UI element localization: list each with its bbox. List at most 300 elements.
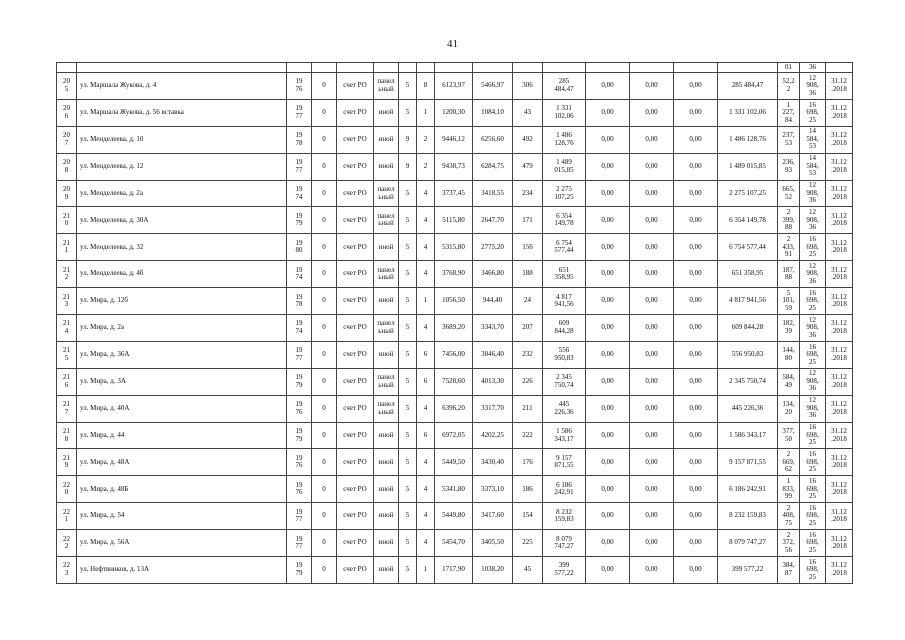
value-cell: 0,00 — [674, 288, 718, 315]
table-row — [57, 180, 853, 207]
table-row — [57, 476, 853, 503]
value-cell: 0,00 — [674, 261, 718, 288]
deadline-cell: 31.12 .2018 — [826, 153, 853, 180]
cost-total-cell: 6 754 577,44 — [543, 234, 586, 261]
address-cell: ул. Мира, д. 36А — [77, 341, 287, 368]
address-cell: ул. Мира, д. 48Б — [77, 476, 287, 503]
entrances-cell: 6 — [417, 368, 435, 395]
header-cell — [513, 63, 543, 73]
floors-cell: 5 — [399, 288, 417, 315]
total-area-cell: 1717,90 — [435, 557, 473, 584]
cost-cell: 2 345 750,74 — [718, 368, 778, 395]
unit-cost-cell: 187, 88 — [778, 261, 800, 288]
table-row — [57, 99, 853, 126]
address-cell: ул. Менделеева, д. 12 — [77, 153, 287, 180]
wall-material-cell: иной — [374, 288, 399, 315]
value-cell: 0,00 — [674, 99, 718, 126]
value-cell: 0 — [312, 234, 337, 261]
value-cell: 0 — [312, 153, 337, 180]
deadline-cell: 31.12 .2018 — [826, 557, 853, 584]
fund-cell: счет РО — [337, 180, 374, 207]
floors-cell: 5 — [399, 557, 417, 584]
address-cell: ул. Мира, д. 12б — [77, 288, 287, 315]
year-cell: 19 80 — [287, 234, 312, 261]
deadline-cell: 31.12 .2018 — [826, 234, 853, 261]
header-cell — [337, 63, 374, 73]
deadline-cell: 31.12 .2018 — [826, 395, 853, 422]
living-area-cell: 3418,55 — [473, 180, 513, 207]
residents-cell: 171 — [513, 207, 543, 234]
fund-cell: счет РО — [337, 449, 374, 476]
address-cell: ул. Менделеева, д. 30А — [77, 207, 287, 234]
residents-cell: 492 — [513, 126, 543, 153]
total-area-cell: 7456,00 — [435, 341, 473, 368]
residents-cell: 225 — [513, 530, 543, 557]
deadline-cell: 31.12 .2018 — [826, 126, 853, 153]
header-cell — [77, 63, 287, 73]
living-area-cell: 3417,60 — [473, 503, 513, 530]
residents-cell: 232 — [513, 341, 543, 368]
value-cell: 0 — [312, 503, 337, 530]
living-area-cell: 4013,30 — [473, 368, 513, 395]
floors-cell: 5 — [399, 99, 417, 126]
value-cell: 0,00 — [674, 422, 718, 449]
total-area-cell: 1200,30 — [435, 99, 473, 126]
cost-cell: 1 331 102,06 — [718, 99, 778, 126]
unit-cost-cell: 1 227, 84 — [778, 99, 800, 126]
total-area-cell: 9446,12 — [435, 126, 473, 153]
header-cell: 01 — [778, 63, 800, 73]
unit-cost-cell: 2 372, 56 — [778, 530, 800, 557]
total-area-cell: 1056,50 — [435, 288, 473, 315]
unit-cost-cell: 237, 53 — [778, 126, 800, 153]
value-cell: 0 — [312, 368, 337, 395]
value-cell: 0,00 — [674, 126, 718, 153]
value-cell: 0,00 — [586, 261, 630, 288]
wall-material-cell: иной — [374, 503, 399, 530]
year-cell: 19 74 — [287, 315, 312, 342]
unit-cost-cell: 377, 50 — [778, 422, 800, 449]
year-cell: 19 78 — [287, 288, 312, 315]
row-number-cell: 22 1 — [57, 503, 77, 530]
cost-cell: 651 358,95 — [718, 261, 778, 288]
value-cell: 0,00 — [586, 99, 630, 126]
residents-cell: 176 — [513, 449, 543, 476]
value-cell: 0 — [312, 341, 337, 368]
header-cell — [374, 63, 399, 73]
year-cell: 19 79 — [287, 207, 312, 234]
entrances-cell: 6 — [417, 422, 435, 449]
living-area-cell: 2647,70 — [473, 207, 513, 234]
wall-material-cell: иной — [374, 557, 399, 584]
value-cell: 0,00 — [586, 449, 630, 476]
value-cell: 0,00 — [674, 395, 718, 422]
fund-cell: счет РО — [337, 476, 374, 503]
residents-cell: 24 — [513, 288, 543, 315]
page-number: 41 — [447, 38, 458, 50]
unit-cost-cell: 665, 52 — [778, 180, 800, 207]
wall-material-cell: панел ьный — [374, 368, 399, 395]
entrances-cell: 4 — [417, 261, 435, 288]
floors-cell: 5 — [399, 449, 417, 476]
value-cell: 0,00 — [674, 530, 718, 557]
deadline-cell: 31.12 .2018 — [826, 476, 853, 503]
wall-material-cell: иной — [374, 234, 399, 261]
header-cell — [586, 63, 630, 73]
value-cell: 0 — [312, 449, 337, 476]
row-number-cell: 20 7 — [57, 126, 77, 153]
deadline-cell: 31.12 .2018 — [826, 341, 853, 368]
value-cell: 0 — [312, 180, 337, 207]
fund-cell: счет РО — [337, 341, 374, 368]
value-cell: 0,00 — [674, 207, 718, 234]
fund-cell: счет РО — [337, 315, 374, 342]
address-cell: ул. Маршала Жукова, д. 56 вставка — [77, 99, 287, 126]
unit-cost-cell: 182, 39 — [778, 315, 800, 342]
year-cell: 19 79 — [287, 422, 312, 449]
year-cell: 19 74 — [287, 261, 312, 288]
table-row — [57, 153, 853, 180]
floors-cell: 5 — [399, 73, 417, 100]
total-area-cell: 6396,20 — [435, 395, 473, 422]
table-row — [57, 315, 853, 342]
cost-cell: 1 489 015,85 — [718, 153, 778, 180]
living-area-cell: 3466,80 — [473, 261, 513, 288]
value-cell: 0 — [312, 395, 337, 422]
row-number-cell: 21 6 — [57, 368, 77, 395]
year-cell: 19 77 — [287, 99, 312, 126]
row-number-cell: 21 2 — [57, 261, 77, 288]
value-cell: 0,00 — [586, 530, 630, 557]
table-header-row — [57, 63, 853, 73]
registry-table — [56, 62, 853, 584]
value-cell: 0 — [312, 99, 337, 126]
living-area-cell: 3430,40 — [473, 449, 513, 476]
value-cell: 0,00 — [586, 288, 630, 315]
wall-material-cell: иной — [374, 153, 399, 180]
fund-cell: счет РО — [337, 395, 374, 422]
floors-cell: 5 — [399, 315, 417, 342]
cost-total-cell: 2 275 107,25 — [543, 180, 586, 207]
deadline-cell: 31.12 .2018 — [826, 449, 853, 476]
header-cell — [312, 63, 337, 73]
address-cell: ул. Нефтяников, д. 13А — [77, 557, 287, 584]
entrances-cell: 2 — [417, 126, 435, 153]
entrances-cell: 6 — [417, 341, 435, 368]
cost-cell: 399 577,22 — [718, 557, 778, 584]
cost-total-cell: 285 484,47 — [543, 73, 586, 100]
wall-material-cell: панел ьный — [374, 180, 399, 207]
residents-cell: 45 — [513, 557, 543, 584]
residents-cell: 207 — [513, 315, 543, 342]
year-cell: 19 77 — [287, 503, 312, 530]
floors-cell: 9 — [399, 153, 417, 180]
value-cell: 0,00 — [630, 288, 674, 315]
total-area-cell: 6123,97 — [435, 73, 473, 100]
value-cell: 0,00 — [630, 530, 674, 557]
value-cell: 0,00 — [586, 180, 630, 207]
header-cell — [674, 63, 718, 73]
row-number-cell: 20 9 — [57, 180, 77, 207]
table-row — [57, 234, 853, 261]
value-cell: 0,00 — [674, 449, 718, 476]
table-row — [57, 341, 853, 368]
floors-cell: 5 — [399, 422, 417, 449]
value-cell: 0,00 — [630, 315, 674, 342]
living-area-cell: 3373,10 — [473, 476, 513, 503]
cost-cell: 2 275 107,25 — [718, 180, 778, 207]
wall-material-cell: иной — [374, 422, 399, 449]
floors-cell: 5 — [399, 261, 417, 288]
living-area-cell: 6256,60 — [473, 126, 513, 153]
address-cell: ул. Менделеева, д. 4б — [77, 261, 287, 288]
cost-total-cell: 1 331 102,06 — [543, 99, 586, 126]
cost-total-cell: 8 079 747,27 — [543, 530, 586, 557]
table-row — [57, 449, 853, 476]
fund-cell: счет РО — [337, 503, 374, 530]
deadline-cell: 31.12 .2018 — [826, 73, 853, 100]
row-number-cell: 22 0 — [57, 476, 77, 503]
value-cell: 0,00 — [674, 476, 718, 503]
value-cell: 0 — [312, 315, 337, 342]
residents-cell: 226 — [513, 368, 543, 395]
year-cell: 19 76 — [287, 476, 312, 503]
total-area-cell: 5315,80 — [435, 234, 473, 261]
year-cell: 19 78 — [287, 126, 312, 153]
address-cell: ул. Мира, д. 44 — [77, 422, 287, 449]
deadline-cell: 31.12 .2018 — [826, 288, 853, 315]
row-number-cell: 21 1 — [57, 234, 77, 261]
table-body — [57, 63, 853, 584]
wall-material-cell: панел ьный — [374, 395, 399, 422]
entrances-cell: 4 — [417, 530, 435, 557]
wall-material-cell: панел ьный — [374, 73, 399, 100]
deadline-cell: 31.12 .2018 — [826, 368, 853, 395]
residents-cell: 43 — [513, 99, 543, 126]
living-area-cell: 5466,97 — [473, 73, 513, 100]
cost-total-cell: 6 186 242,91 — [543, 476, 586, 503]
residents-cell: 234 — [513, 180, 543, 207]
value-cell: 0 — [312, 126, 337, 153]
value-cell: 0 — [312, 530, 337, 557]
value-cell: 0,00 — [586, 557, 630, 584]
total-area-cell: 3689,20 — [435, 315, 473, 342]
cost-cell: 556 950,83 — [718, 341, 778, 368]
row-number-cell: 22 3 — [57, 557, 77, 584]
living-area-cell: 3343,70 — [473, 315, 513, 342]
cost-total-cell: 9 157 871,55 — [543, 449, 586, 476]
deadline-cell: 31.12 .2018 — [826, 207, 853, 234]
living-area-cell: 3405,50 — [473, 530, 513, 557]
living-area-cell: 2775,20 — [473, 234, 513, 261]
deadline-cell: 31.12 .2018 — [826, 261, 853, 288]
floors-cell: 5 — [399, 180, 417, 207]
limit-cost-cell: 16 698, 25 — [800, 234, 826, 261]
header-cell — [417, 63, 435, 73]
value-cell: 0,00 — [674, 368, 718, 395]
table-row — [57, 503, 853, 530]
unit-cost-cell: 134, 20 — [778, 395, 800, 422]
wall-material-cell: панел ьный — [374, 207, 399, 234]
value-cell: 0,00 — [586, 315, 630, 342]
header-cell — [473, 63, 513, 73]
value-cell: 0 — [312, 207, 337, 234]
year-cell: 19 76 — [287, 73, 312, 100]
unit-cost-cell: 5 101, 59 — [778, 288, 800, 315]
floors-cell: 5 — [399, 530, 417, 557]
fund-cell: счет РО — [337, 422, 374, 449]
value-cell: 0,00 — [630, 180, 674, 207]
total-area-cell: 9438,73 — [435, 153, 473, 180]
limit-cost-cell: 16 698, 25 — [800, 422, 826, 449]
wall-material-cell: иной — [374, 530, 399, 557]
fund-cell: счет РО — [337, 530, 374, 557]
wall-material-cell: иной — [374, 126, 399, 153]
value-cell: 0,00 — [630, 99, 674, 126]
value-cell: 0,00 — [674, 234, 718, 261]
residents-cell: 154 — [513, 503, 543, 530]
residents-cell: 222 — [513, 422, 543, 449]
value-cell: 0,00 — [630, 73, 674, 100]
cost-cell: 6 186 242,91 — [718, 476, 778, 503]
cost-cell: 6 354 149,78 — [718, 207, 778, 234]
unit-cost-cell: 2 433, 91 — [778, 234, 800, 261]
residents-cell: 306 — [513, 73, 543, 100]
wall-material-cell: иной — [374, 99, 399, 126]
value-cell: 0,00 — [586, 368, 630, 395]
value-cell: 0,00 — [586, 73, 630, 100]
value-cell: 0,00 — [586, 126, 630, 153]
fund-cell: счет РО — [337, 153, 374, 180]
living-area-cell: 944,40 — [473, 288, 513, 315]
entrances-cell: 4 — [417, 207, 435, 234]
cost-total-cell: 1 486 128,76 — [543, 126, 586, 153]
unit-cost-cell: 2 669, 62 — [778, 449, 800, 476]
total-area-cell: 5115,80 — [435, 207, 473, 234]
fund-cell: счет РО — [337, 557, 374, 584]
fund-cell: счет РО — [337, 207, 374, 234]
value-cell: 0,00 — [630, 261, 674, 288]
unit-cost-cell: 384, 87 — [778, 557, 800, 584]
table-row — [57, 557, 853, 584]
cost-total-cell: 1 586 343,17 — [543, 422, 586, 449]
floors-cell: 5 — [399, 234, 417, 261]
cost-total-cell: 609 844,28 — [543, 315, 586, 342]
cost-total-cell: 1 489 015,85 — [543, 153, 586, 180]
row-number-cell: 20 6 — [57, 99, 77, 126]
total-area-cell: 5341,80 — [435, 476, 473, 503]
header-cell — [826, 63, 853, 73]
year-cell: 19 74 — [287, 180, 312, 207]
year-cell: 19 77 — [287, 341, 312, 368]
wall-material-cell: панел ьный — [374, 261, 399, 288]
cost-total-cell: 8 232 159,83 — [543, 503, 586, 530]
entrances-cell: 4 — [417, 234, 435, 261]
unit-cost-cell: 52,2 2 — [778, 73, 800, 100]
address-cell: ул. Менделеева, д. 2а — [77, 180, 287, 207]
value-cell: 0,00 — [674, 557, 718, 584]
row-number-cell: 20 8 — [57, 153, 77, 180]
unit-cost-cell: 1 833, 99 — [778, 476, 800, 503]
cost-cell: 8 232 159,83 — [718, 503, 778, 530]
address-cell: ул. Мира, д. 56А — [77, 530, 287, 557]
value-cell: 0 — [312, 422, 337, 449]
living-area-cell: 1084,10 — [473, 99, 513, 126]
header-cell: 36 — [800, 63, 826, 73]
value-cell: 0,00 — [586, 422, 630, 449]
value-cell: 0,00 — [630, 476, 674, 503]
floors-cell: 5 — [399, 207, 417, 234]
value-cell: 0,00 — [586, 503, 630, 530]
value-cell: 0,00 — [674, 73, 718, 100]
header-cell — [435, 63, 473, 73]
row-number-cell: 21 5 — [57, 341, 77, 368]
table-row — [57, 126, 853, 153]
floors-cell: 5 — [399, 476, 417, 503]
value-cell: 0 — [312, 261, 337, 288]
entrances-cell: 4 — [417, 476, 435, 503]
fund-cell: счет РО — [337, 368, 374, 395]
limit-cost-cell: 12 908, 36 — [800, 261, 826, 288]
value-cell: 0,00 — [630, 557, 674, 584]
cost-total-cell: 4 817 941,56 — [543, 288, 586, 315]
cost-cell: 9 157 871,55 — [718, 449, 778, 476]
address-cell: ул. Мира, д. 2а — [77, 315, 287, 342]
cost-total-cell: 6 354 149,78 — [543, 207, 586, 234]
limit-cost-cell: 12 908, 36 — [800, 73, 826, 100]
value-cell: 0,00 — [674, 180, 718, 207]
limit-cost-cell: 14 584, 53 — [800, 153, 826, 180]
living-area-cell: 6284,75 — [473, 153, 513, 180]
value-cell: 0,00 — [630, 422, 674, 449]
address-cell: ул. Маршала Жукова, д. 4 — [77, 73, 287, 100]
address-cell: ул. Менделеева, д. 10 — [77, 126, 287, 153]
cost-cell: 285 484,47 — [718, 73, 778, 100]
year-cell: 19 76 — [287, 449, 312, 476]
value-cell: 0,00 — [586, 234, 630, 261]
value-cell: 0,00 — [630, 341, 674, 368]
cost-cell: 1 486 128,76 — [718, 126, 778, 153]
limit-cost-cell: 16 698, 25 — [800, 449, 826, 476]
entrances-cell: 4 — [417, 315, 435, 342]
table-row — [57, 422, 853, 449]
cost-cell: 1 586 343,17 — [718, 422, 778, 449]
fund-cell: счет РО — [337, 234, 374, 261]
value-cell: 0,00 — [586, 476, 630, 503]
limit-cost-cell: 12 908, 36 — [800, 368, 826, 395]
value-cell: 0 — [312, 73, 337, 100]
row-number-cell: 21 7 — [57, 395, 77, 422]
value-cell: 0,00 — [630, 449, 674, 476]
row-number-cell: 21 3 — [57, 288, 77, 315]
floors-cell: 5 — [399, 341, 417, 368]
cost-cell: 6 754 577,44 — [718, 234, 778, 261]
limit-cost-cell: 16 698, 25 — [800, 99, 826, 126]
header-cell — [630, 63, 674, 73]
unit-cost-cell: 144, 80 — [778, 341, 800, 368]
cost-cell: 4 817 941,56 — [718, 288, 778, 315]
limit-cost-cell: 12 908, 36 — [800, 207, 826, 234]
entrances-cell: 1 — [417, 99, 435, 126]
deadline-cell: 31.12 .2018 — [826, 315, 853, 342]
table-row — [57, 261, 853, 288]
total-area-cell: 5449,50 — [435, 449, 473, 476]
year-cell: 19 77 — [287, 153, 312, 180]
entrances-cell: 4 — [417, 395, 435, 422]
total-area-cell: 6972,05 — [435, 422, 473, 449]
entrances-cell: 4 — [417, 180, 435, 207]
total-area-cell: 5449,80 — [435, 503, 473, 530]
